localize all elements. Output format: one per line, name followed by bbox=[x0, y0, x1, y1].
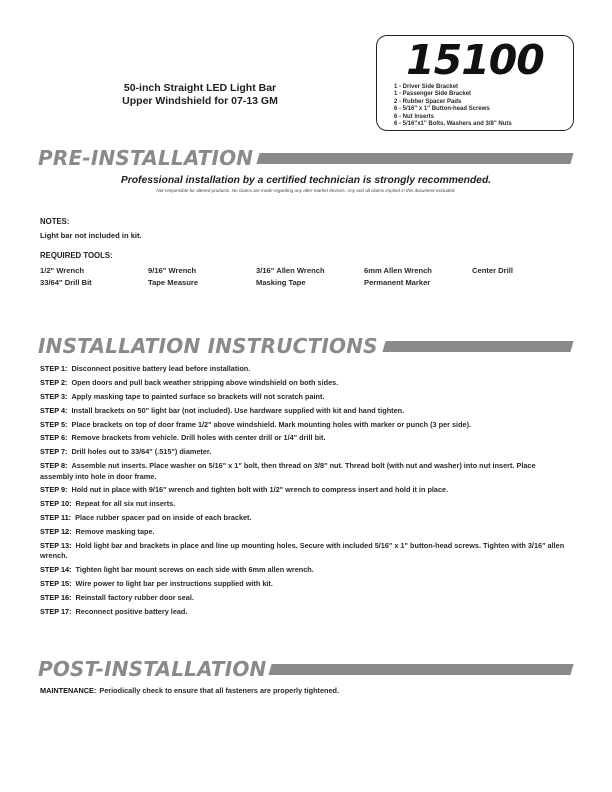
step-text: Apply masking tape to painted surface so brackets will not scratch paint. bbox=[71, 391, 325, 401]
step-label: STEP 16: bbox=[40, 592, 72, 602]
installation-step bbox=[40, 541, 570, 562]
installation-step bbox=[40, 513, 570, 523]
installation-step bbox=[40, 392, 570, 402]
post-installation-heading-bar bbox=[268, 664, 573, 675]
title-line-2: Upper Windshield for 07-13 GM bbox=[122, 95, 278, 107]
step-text: Remove masking tape. bbox=[75, 527, 155, 537]
step-text: Disconnect positive battery lead before installation. bbox=[71, 364, 251, 373]
maintenance-note bbox=[40, 686, 570, 696]
kit-item: 6 - 5/16"x1" Bolts, Washers and 3/8" Nuts bbox=[394, 121, 512, 128]
step-text: Tighten light bar mount screws on each side with 6mm allen wrench. bbox=[75, 565, 314, 575]
installation-step bbox=[40, 499, 570, 509]
kit-item: 6 - 5/16" x 1" Button-head Screws bbox=[394, 106, 490, 113]
installation-step bbox=[40, 433, 570, 443]
step-text: Reinstall factory rubber door seal. bbox=[75, 592, 194, 602]
step-label: STEP 8: bbox=[40, 461, 68, 471]
tool-item: Permanent Marker bbox=[364, 278, 431, 287]
tool-item: Masking Tape bbox=[256, 278, 306, 287]
pre-installation-heading: PRE-INSTALLATION bbox=[38, 146, 254, 170]
installation-step bbox=[40, 485, 570, 495]
installation-step bbox=[40, 364, 570, 374]
kit-item: 6 - Nut Inserts bbox=[394, 113, 435, 120]
tool-item: 9/16" Wrench bbox=[148, 266, 197, 275]
step-text: Install brackets on 50" light bar (not included). Use hardware supplied with kit and hand tighten. bbox=[71, 405, 405, 415]
installation-step bbox=[40, 593, 570, 603]
maintenance-text: Periodically check to ensure that all fasteners are properly tightened. bbox=[99, 686, 340, 695]
step-label: STEP 13: bbox=[40, 540, 72, 550]
step-label: STEP 12: bbox=[40, 527, 72, 537]
step-text: Hold light bar and brackets in place and line up mounting holes. Secure with included 5/16" x 1" button-head screws. Tighten with 3/16" allen wrench. bbox=[40, 540, 565, 561]
installation-step bbox=[40, 607, 570, 617]
step-text: Assemble nut inserts. Place washer on 5/16" x 1" bolt, then thread on 3/8" nut. Thread bolt (with nut and washer) into nut insert. Place assembly into hole in door frame. bbox=[40, 461, 536, 481]
step-text: Place rubber spacer pad on inside of each bracket. bbox=[75, 513, 252, 523]
kit-item: 2 - Rubber Spacer Pads bbox=[394, 98, 462, 105]
step-text: Open doors and pull back weather stripping above windshield on both sides. bbox=[71, 377, 339, 387]
installation-step bbox=[40, 378, 570, 388]
step-label: STEP 7: bbox=[40, 447, 68, 457]
required-tools-list bbox=[40, 265, 560, 288]
step-text: Place brackets on top of door frame 1/2" above windshield. Mark mounting holes with marker or punch (3 per side). bbox=[71, 419, 472, 429]
tool-item: Tape Measure bbox=[148, 278, 199, 287]
step-label: STEP 15: bbox=[40, 579, 72, 589]
tool-item: Center Drill bbox=[472, 266, 513, 275]
installation-instructions-heading: INSTALLATION INSTRUCTIONS bbox=[38, 334, 378, 358]
required-tools-label: REQUIRED TOOLS: bbox=[40, 251, 113, 260]
step-text: Remove brackets from vehicle. Drill holes with center drill or 1/4" drill bit. bbox=[71, 433, 326, 443]
installation-step bbox=[40, 579, 570, 589]
kit-contents-list bbox=[394, 84, 570, 128]
installation-step bbox=[40, 461, 570, 482]
title-line-1: 50-inch Straight LED Light Bar bbox=[123, 82, 277, 94]
step-label: STEP 17: bbox=[40, 606, 72, 616]
tool-item: 33/64" Drill Bit bbox=[40, 278, 92, 287]
step-text: Drill holes out to 33/64" (.515") diameter. bbox=[71, 447, 212, 457]
step-text: Reconnect positive battery lead. bbox=[75, 606, 188, 616]
step-label: STEP 14: bbox=[40, 565, 72, 575]
step-text: Hold nut in place with 9/16" wrench and tighten bolt with 1/2" wrench to compress insert and hold it in place. bbox=[71, 485, 449, 495]
pre-installation-heading-bar bbox=[256, 153, 573, 164]
step-text: Repeat for all six nut inserts. bbox=[75, 499, 176, 509]
disclaimer: Not responsible for altered products. No claims are made regarding any after-market devices. Any and all claims implied in this document excluded. bbox=[156, 188, 456, 193]
step-label: STEP 9: bbox=[40, 485, 68, 495]
tool-item: 3/16" Allen Wrench bbox=[256, 266, 325, 275]
step-text: Wire power to light bar per instructions supplied with kit. bbox=[75, 579, 273, 589]
professional-recommendation: Professional installation by a certified technician is strongly recommended. bbox=[120, 175, 492, 186]
step-label: STEP 5: bbox=[40, 419, 68, 429]
installation-heading-bar bbox=[382, 341, 573, 352]
step-label: STEP 2: bbox=[40, 377, 68, 387]
installation-step bbox=[40, 420, 570, 430]
tool-item bbox=[472, 277, 560, 288]
installation-step bbox=[40, 406, 570, 416]
step-label: STEP 11: bbox=[40, 513, 72, 523]
step-label: STEP 4: bbox=[40, 405, 68, 415]
installation-step bbox=[40, 527, 570, 537]
step-label: STEP 1: bbox=[40, 364, 68, 373]
notes-label: NOTES: bbox=[40, 217, 70, 226]
installation-steps bbox=[40, 364, 570, 621]
installation-step bbox=[40, 565, 570, 575]
installation-step bbox=[40, 447, 570, 457]
part-number: 15100 bbox=[406, 36, 544, 84]
step-label: STEP 3: bbox=[40, 391, 68, 401]
kit-item: 1 - Driver Side Bracket bbox=[394, 84, 459, 90]
tool-item: 6mm Allen Wrench bbox=[364, 266, 432, 275]
step-label: STEP 6: bbox=[40, 433, 68, 443]
document-title bbox=[60, 82, 340, 108]
tool-item: 1/2" Wrench bbox=[40, 266, 84, 275]
step-label: STEP 10: bbox=[40, 499, 72, 509]
post-installation-heading: POST-INSTALLATION bbox=[38, 657, 267, 681]
notes-text: Light bar not included in kit. bbox=[40, 231, 142, 240]
kit-item: 1 - Passenger Side Bracket bbox=[394, 91, 472, 98]
maintenance-label: MAINTENANCE: bbox=[40, 686, 97, 695]
